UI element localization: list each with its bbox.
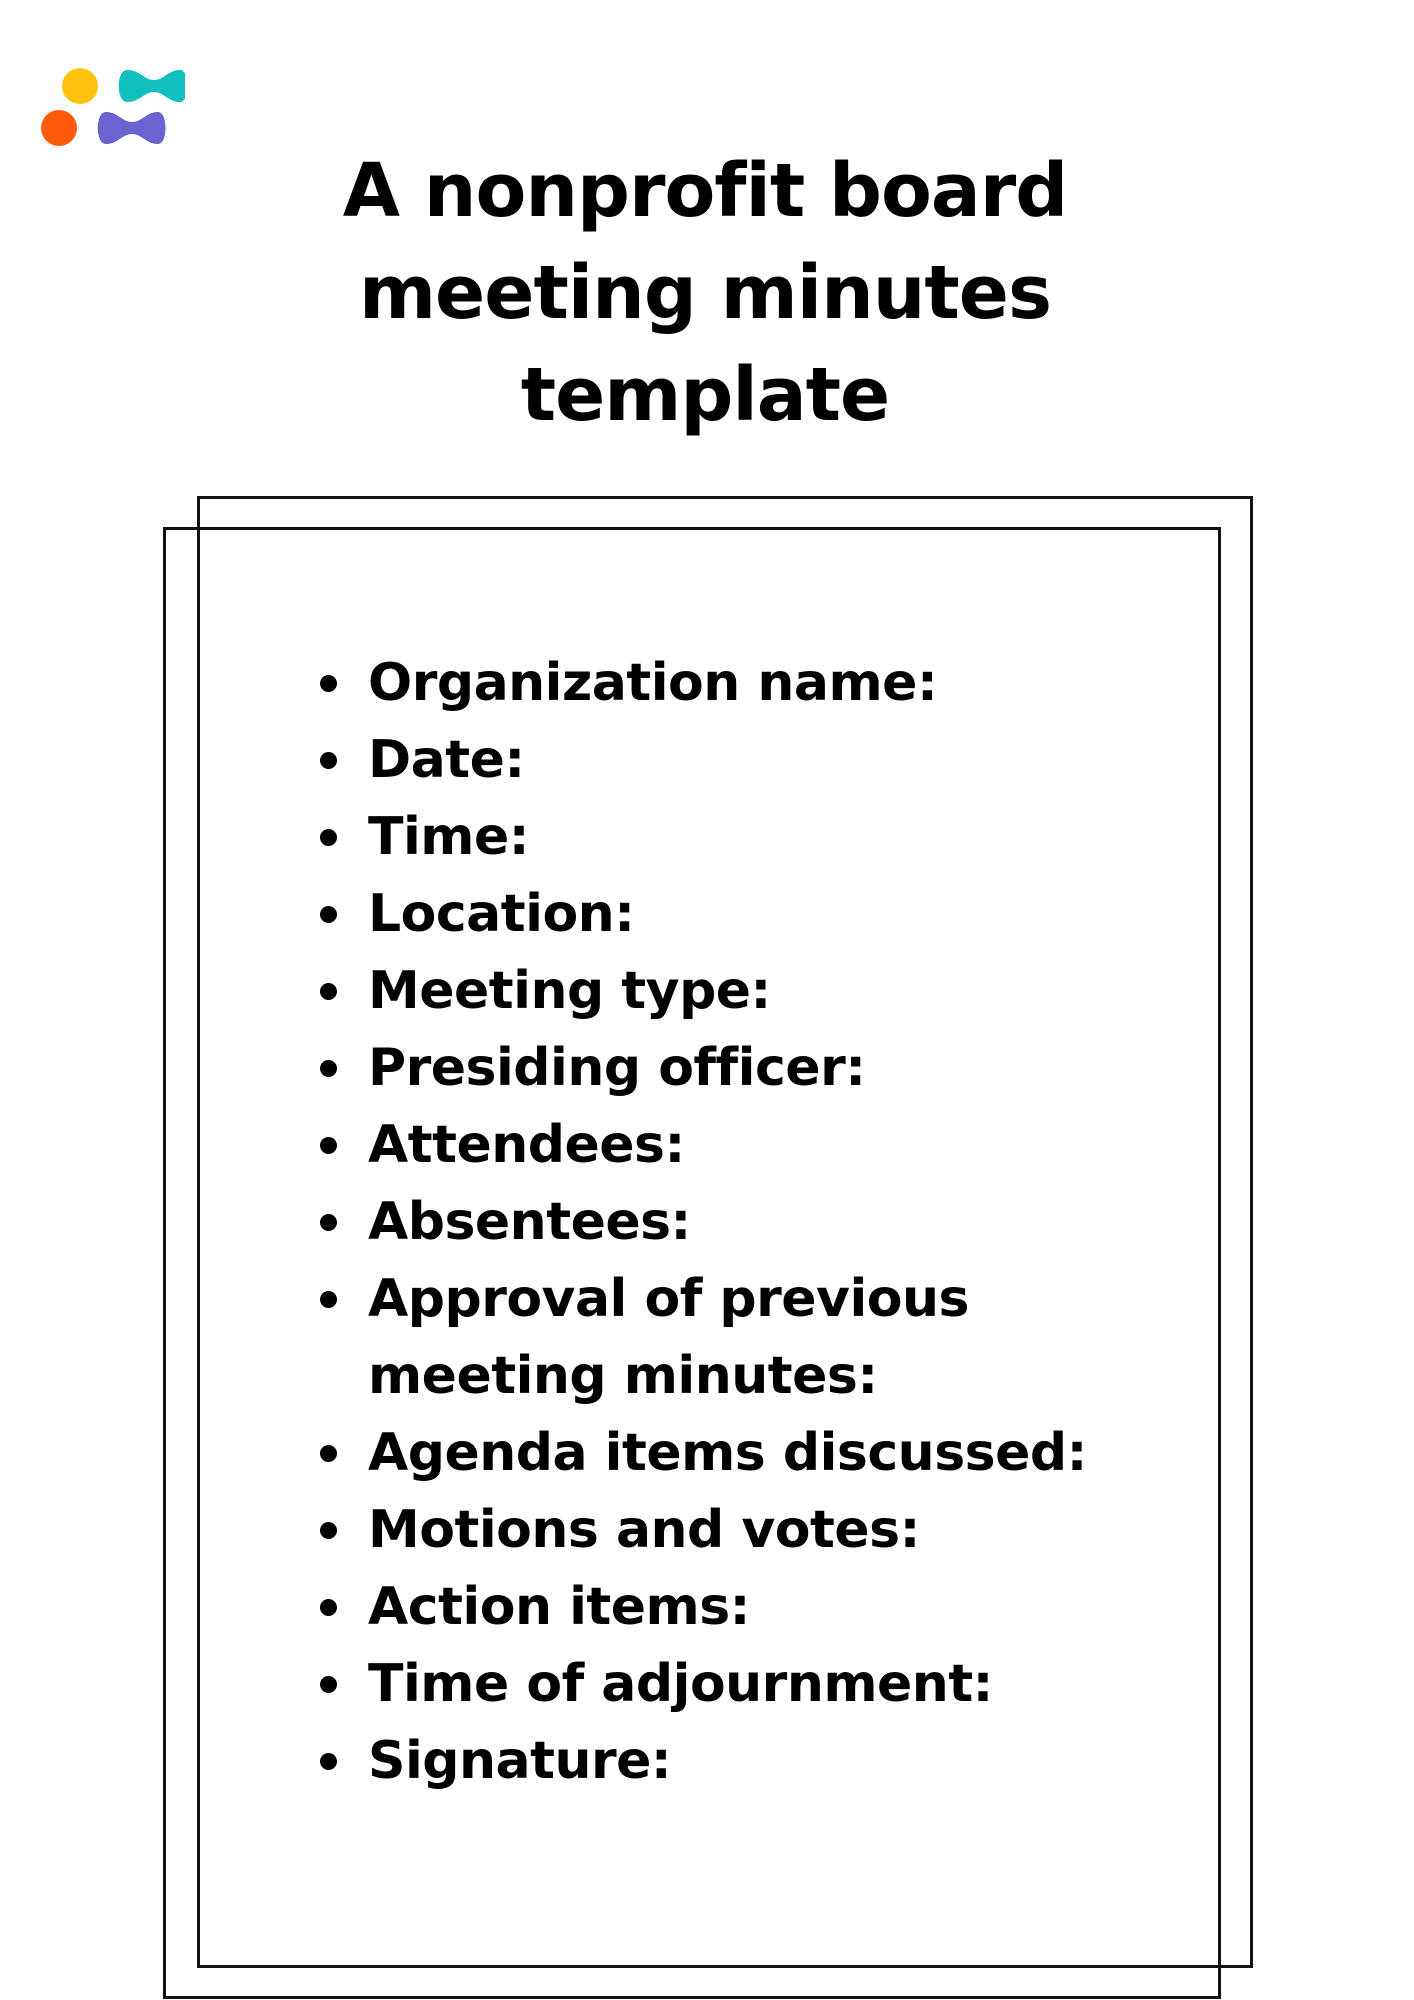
field-label: Time: [368,807,530,867]
field-time-of-adjournment [310,1646,1190,1723]
bullet-icon [320,752,337,769]
bullet-icon [320,675,337,692]
brand-logo-icon [40,66,185,148]
field-action-items [310,1569,1190,1646]
bullet-icon [320,1753,337,1770]
field-absentees [310,1184,1190,1261]
field-meeting-type [310,953,1190,1030]
field-label: Absentees: [368,1192,691,1252]
logo-yellow-dot [62,68,98,104]
field-label: Date: [368,730,525,790]
bullet-icon [320,1291,337,1308]
logo-teal-shape [119,70,185,102]
field-label: Organization name: [368,653,938,713]
bullet-icon [320,1214,337,1231]
page-title: A nonprofit board meeting minutes template [342,148,1068,438]
bullet-icon [320,1445,337,1462]
field-agenda-items [310,1415,1190,1492]
field-label: Signature: [368,1731,672,1791]
template-field-list [310,645,1190,1800]
field-date [310,722,1190,799]
logo-orange-dot [41,110,77,146]
bullet-icon [320,1599,337,1616]
field-label: Motions and votes: [368,1500,920,1560]
field-organization-name [310,645,1190,722]
field-label: Attendees: [368,1115,685,1175]
bullet-icon [320,1522,337,1539]
field-label: Meeting type: [368,961,771,1021]
field-label: Location: [368,884,635,944]
field-motions-and-votes [310,1492,1190,1569]
bullet-icon [320,1060,337,1077]
field-signature [310,1723,1190,1800]
bullet-icon [320,983,337,1000]
bullet-icon [320,829,337,846]
field-label: Time of adjournment: [368,1654,993,1714]
field-label: Presiding officer: [368,1038,866,1098]
logo-purple-shape [98,112,166,144]
field-location [310,876,1190,953]
field-label: Approval of previous meeting minutes: [368,1269,969,1406]
field-approval-of-previous-minutes [310,1261,1190,1415]
bullet-icon [320,1676,337,1693]
field-label: Agenda items discussed: [368,1423,1087,1483]
field-label: Action items: [368,1577,750,1637]
bullet-icon [320,1137,337,1154]
field-time [310,799,1190,876]
bullet-icon [320,906,337,923]
field-attendees [310,1107,1190,1184]
field-presiding-officer [310,1030,1190,1107]
